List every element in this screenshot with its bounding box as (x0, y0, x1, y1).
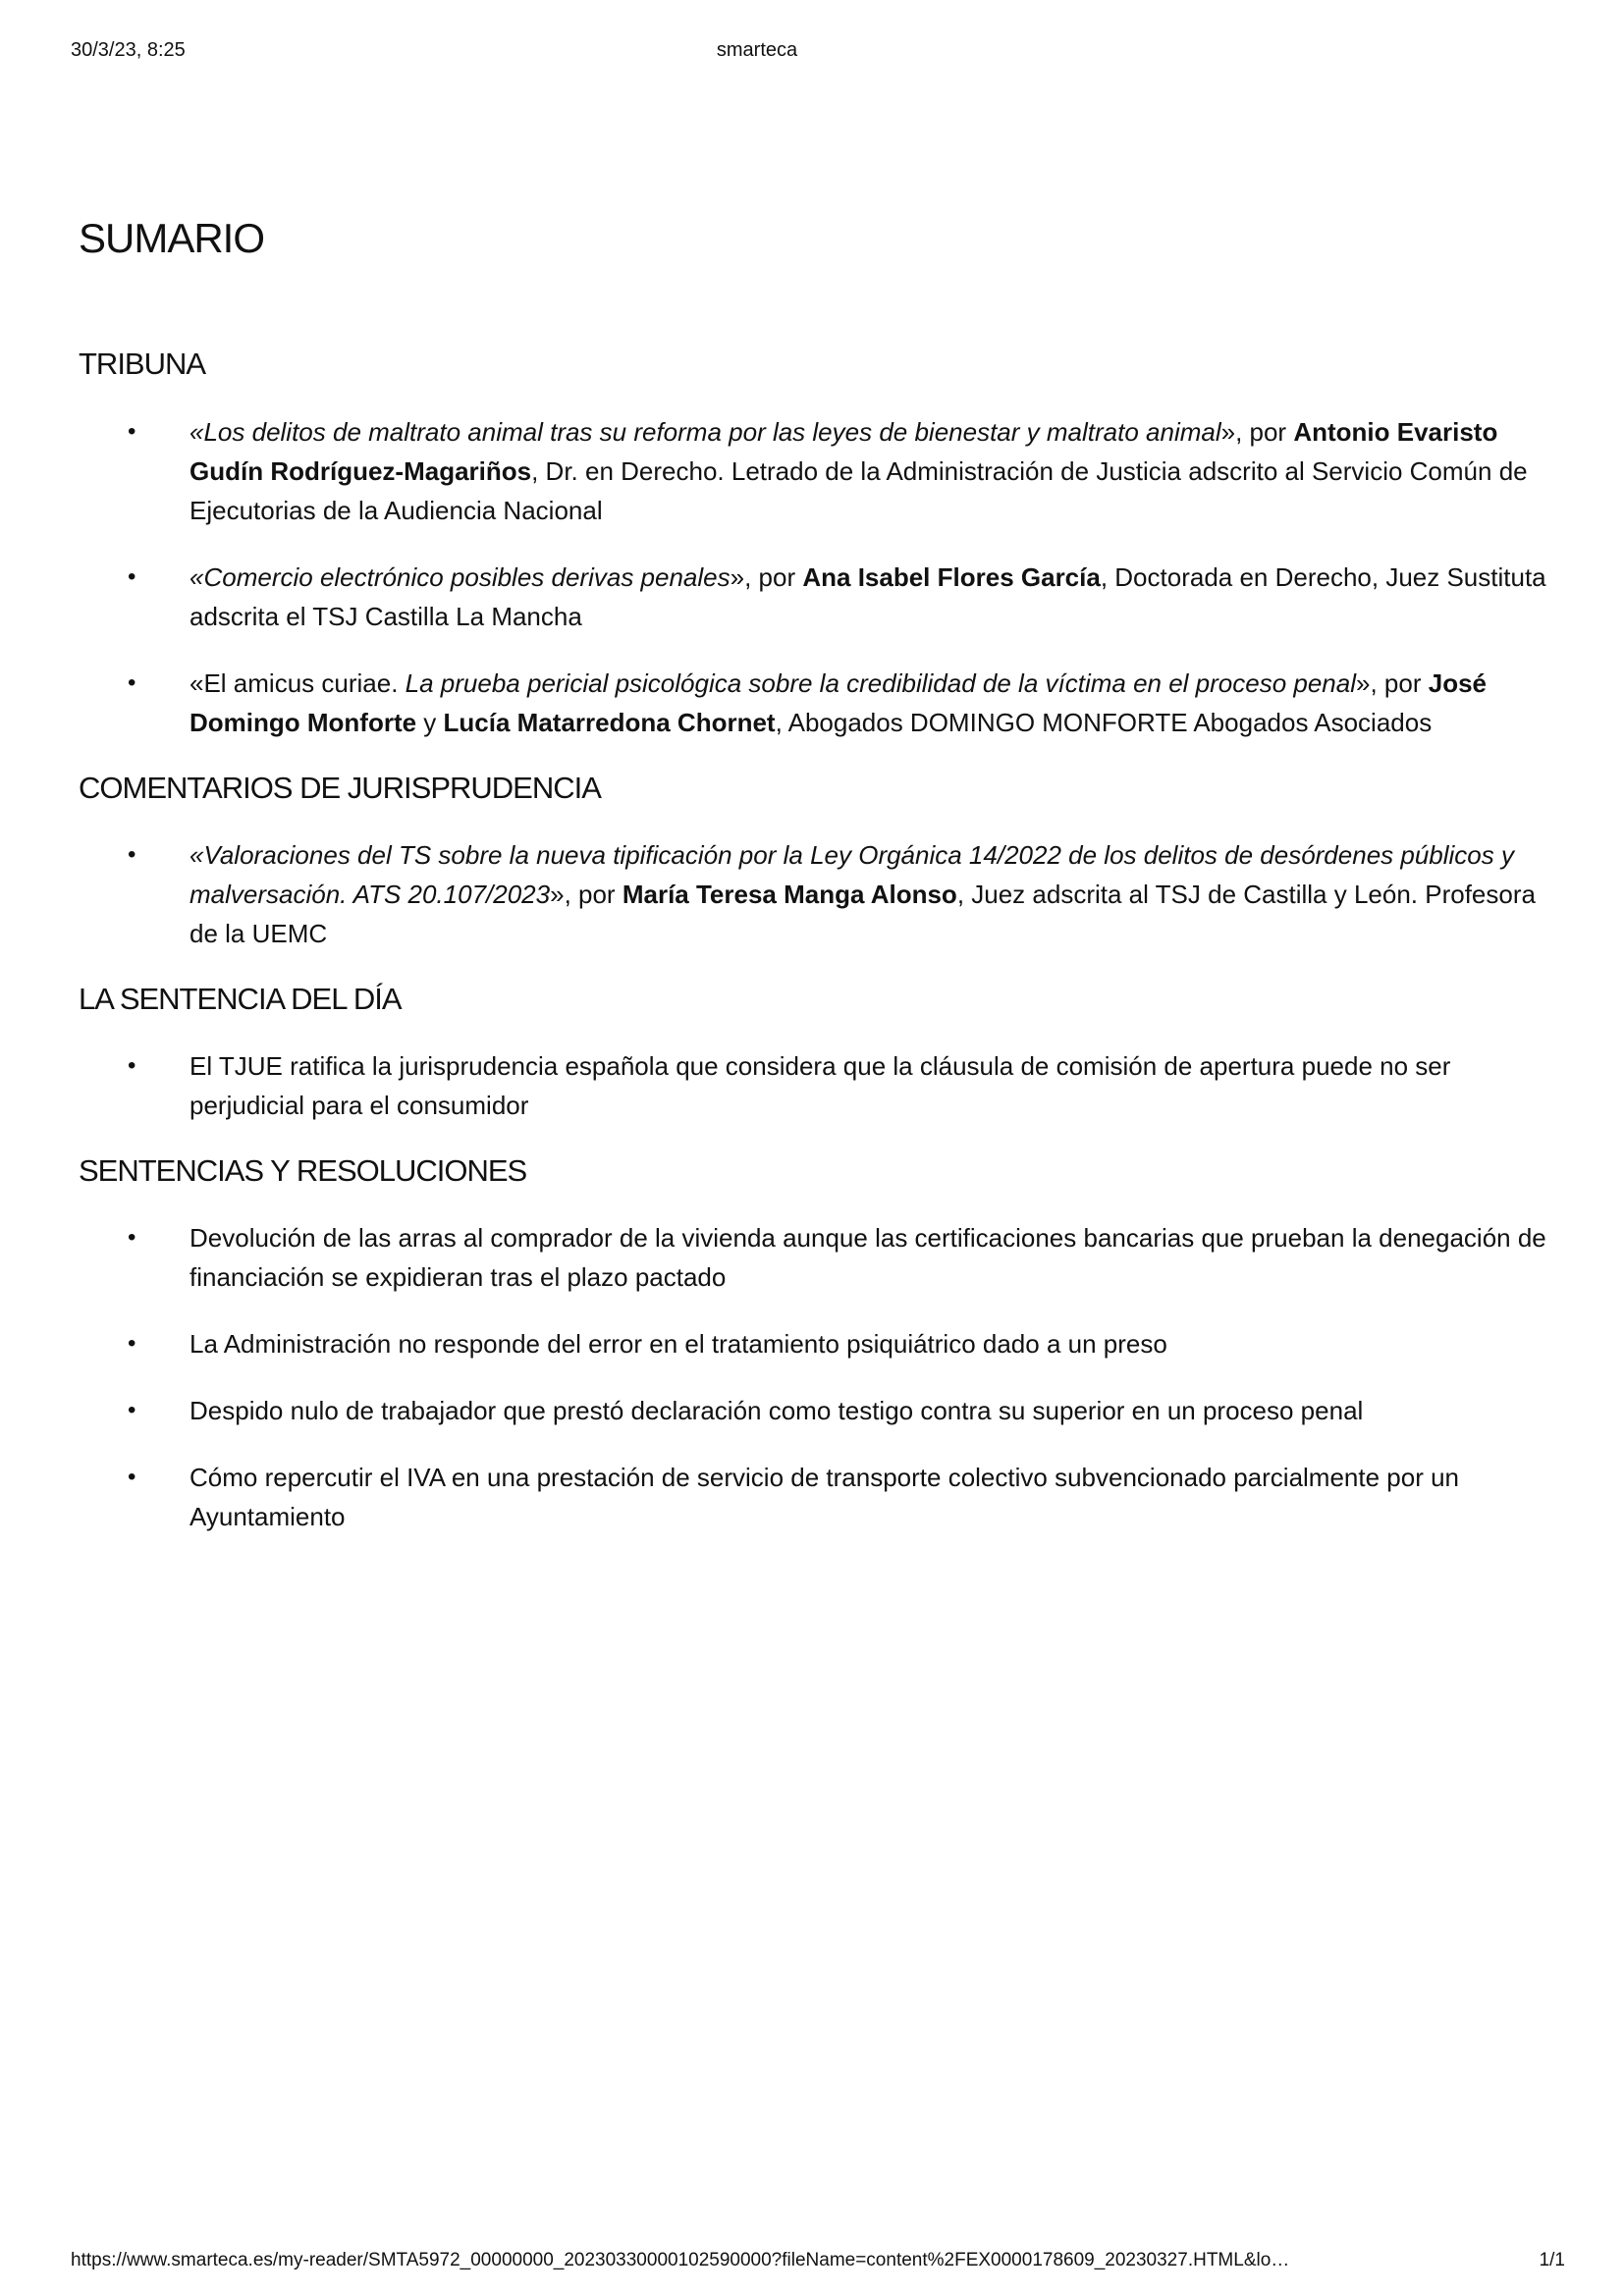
author-name: María Teresa Manga Alonso (622, 879, 957, 909)
author-description: , Dr. en Derecho. Letrado de la Administración de Justicia adscrito al Servicio Común de Ejecutorias de la Audiencia Nacional (189, 455, 1528, 525)
page-url: https://www.smarteca.es/my-reader/SMTA5972_00000000_20230330000102590000?fileName=content%2FEX0000178609_20230327.HTML&lo… (71, 2250, 1290, 2270)
list-item[interactable] (79, 835, 1561, 953)
print-footer (71, 2250, 1565, 2279)
list-item[interactable] (79, 1458, 1561, 1536)
article-title: Valoraciones del TS sobre la nueva tipificación por la Ley Orgánica 14/2022 de los delitos de desórdenes públicos y malversación. ATS 20.107/2023 (189, 839, 1514, 909)
page-number: 1/1 (1539, 2250, 1565, 2270)
bullet: • (128, 840, 136, 868)
list-item[interactable] (79, 412, 1561, 530)
item-text: Cómo repercutir el IVA en una prestación de servicio de transporte colectivo subvencionado parcialmente por un Ayuntamiento (189, 1463, 1460, 1532)
bullet: • (128, 668, 136, 696)
section-comentarios (79, 770, 1561, 953)
item-text: La Administración no responde del error en el tratamiento psiquiátrico dado a un preso (189, 1329, 1167, 1360)
section-sentencias (79, 1152, 1561, 1536)
author-description: , Juez adscrita al TSJ de Castilla y León. Profesora de la UEMC (189, 879, 1536, 948)
sentencias-list (79, 1218, 1561, 1536)
by-text: », por (730, 561, 803, 592)
article-title: La prueba pericial psicológica sobre la credibilidad de la víctima en el proceso penal (405, 667, 1357, 698)
by-text: », por (1356, 667, 1429, 698)
by-text: », por (550, 879, 623, 909)
author-name: Lucía Matarredona Chornet (443, 707, 776, 737)
comentarios-list (79, 835, 1561, 953)
quote-open: « (189, 416, 204, 447)
bullet: • (128, 1051, 136, 1079)
section-title-sentencia-dia: LA SENTENCIA DEL DÍA (79, 981, 402, 1016)
author-name: Ana Isabel Flores García (802, 561, 1101, 592)
author-description: , Abogados DOMINGO MONFORTE Abogados Asociados (775, 707, 1433, 737)
item-text: Devolución de las arras al comprador de la vivienda aunque las certificaciones bancarias que prueban la denegación de financiación se expidieran tras el plazo pactado (189, 1223, 1546, 1293)
item-text: El TJUE ratifica la jurisprudencia española que considera que la cláusula de comisión de apertura puede no ser perjudicial para el consumidor (189, 1050, 1451, 1120)
article-title: Comercio electrónico posibles derivas penales (203, 561, 731, 592)
page-title: SUMARIO (79, 215, 265, 261)
bullet: • (128, 1224, 136, 1252)
section-title-sentencias: SENTENCIAS Y RESOLUCIONES (79, 1152, 527, 1188)
article-lead: «El amicus curiae. (189, 667, 406, 698)
conjunction: y (416, 707, 444, 737)
list-item[interactable] (79, 558, 1561, 636)
bullet: • (128, 1397, 136, 1424)
sentencia-dia-list (79, 1046, 1561, 1125)
section-tribuna (79, 346, 1561, 741)
print-site-name: smarteca (716, 39, 798, 61)
list-item[interactable] (79, 1324, 1561, 1363)
print-header (71, 39, 1565, 69)
by-text: », por (1220, 416, 1294, 447)
section-title-comentarios: COMENTARIOS DE JURISPRUDENCIA (79, 770, 601, 805)
item-text: Despido nulo de trabajador que prestó declaración como testigo contra su superior en un proceso penal (189, 1396, 1364, 1426)
print-date: 30/3/23, 8:25 (71, 39, 186, 61)
list-item[interactable] (79, 664, 1561, 742)
quote-open: « (189, 561, 204, 592)
author-description: , Doctorada en Derecho, Juez Sustituta adscrita el TSJ Castilla La Mancha (189, 561, 1546, 631)
author-name: José Domingo Monforte (189, 667, 1487, 737)
author-name: Antonio Evaristo Gudín Rodríguez-Magariños (189, 416, 1498, 486)
section-sentencia-dia (79, 981, 1561, 1125)
list-item[interactable] (79, 1046, 1561, 1125)
section-title-tribuna: TRIBUNA (79, 347, 206, 382)
quote-open: « (189, 839, 204, 870)
bullet: • (128, 1330, 136, 1358)
document-content (79, 214, 1561, 1564)
tribuna-list (79, 412, 1561, 742)
article-title: Los delitos de maltrato animal tras su reforma por las leyes de bienestar y maltrato animal (203, 416, 1221, 447)
bullet: • (128, 1464, 136, 1491)
bullet: • (128, 417, 136, 445)
list-item[interactable] (79, 1218, 1561, 1297)
list-item[interactable] (79, 1391, 1561, 1430)
bullet: • (128, 562, 136, 590)
